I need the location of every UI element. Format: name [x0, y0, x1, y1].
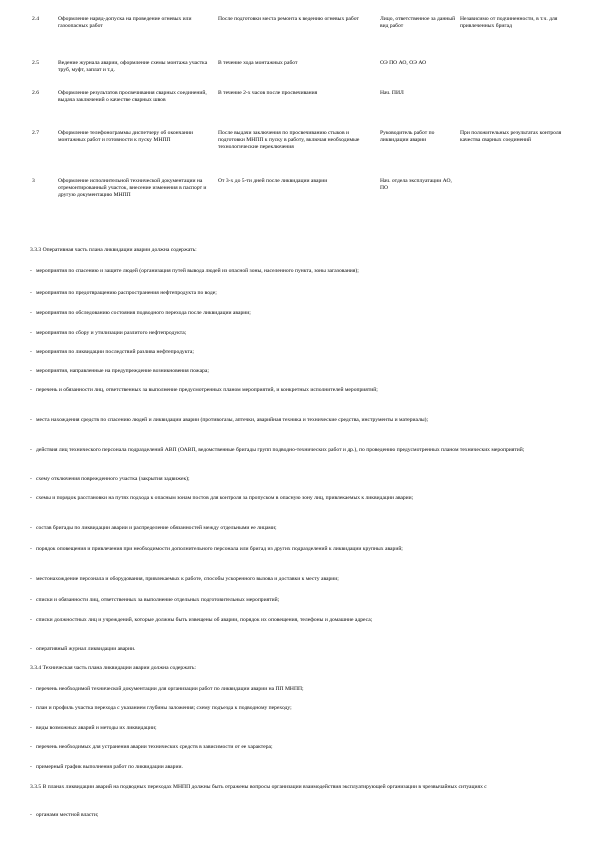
list-item-text: мероприятия по спасению и защите людей (организация путей вывода людей из опасной зоны, населенного пункта, зоны загазования);: [36, 268, 359, 274]
table-row: [30, 130, 578, 178]
row-number: 2.6: [32, 90, 39, 96]
list-item: - перечень необходимой технической документации для организации работ по ликвидации аварии на ПП МНПП;: [30, 686, 304, 692]
list-item: - органами местной власти;: [30, 812, 99, 818]
section-heading-3-3-5: 3.3.5 В планах ликвидации аварий на подводных переходах МНПП должны быть отражены вопросы организации взаимодействия эксплуатирующей организации в чрезвычайных ситуациях с: [30, 784, 487, 790]
list-item-text: план и профиль участка перехода с указанием глубины заложения; схему подъезда к подводному переходу;: [36, 705, 292, 711]
list-item-text: списки должностных лиц и учреждений, которые должны быть извещены об аварии, порядок их оповещения, телефоны и домашние адреса;: [36, 617, 373, 623]
list-item: - примерный график выполнения работ по ликвидации аварии.: [30, 764, 183, 770]
list-item: - местонахождение персонала и оборудования, привлекаемых к работе, способы ускоренного вызова и доставки к месту аварии;: [30, 576, 339, 582]
row-note: При положительных результатах контроля качества сварных соединений: [460, 130, 562, 143]
section-heading-3-3-4: 3.3.4 Техническая часть плана ликвидации аварии должна содержать:: [30, 665, 196, 671]
list-item: - схемы и порядок расстановки на путях подхода к опасным зонам постов для контроля за пропуском в опасную зону лиц, привлекаемых к ликвидации аварии;: [30, 495, 414, 501]
list-item: - мероприятия по спасению и защите людей (организация путей вывода людей из опасной зоны, населенного пункта, зоны загазования);: [30, 268, 359, 274]
work-steps-table: [30, 16, 578, 228]
list-item-text: мероприятия по ликвидации последствий разлива нефтепродукта;: [36, 349, 194, 355]
list-item-text: схемы и порядок расстановки на путях подхода к опасным зонам постов для контроля за пропуском в опасную зону лиц, привлекаемых к ликвидации аварии;: [36, 495, 414, 501]
list-item-text: состав бригады по ликвидации аварии и распределение обязанностей между отдельными ее лицами;: [36, 525, 277, 531]
table-row: [30, 90, 578, 130]
list-item: - мероприятия, направленные на предупреждение возникновения пожара;: [30, 368, 209, 374]
list-item: - оперативный журнал ликвидации аварии.: [30, 646, 136, 652]
list-item: - мероприятия по предотвращению распространения нефтепродукта по воде;: [30, 290, 217, 296]
list-item: - мероприятия по обследованию состояния подводного перехода после ликвидации аварии;: [30, 310, 251, 316]
row-time: После подготовки места ремонта к ведению огневых работ: [218, 16, 359, 22]
list-item: - состав бригады по ликвидации аварии и распределение обязанностей между отдельными ее лицами;: [30, 525, 277, 531]
section-heading-3-3-3: 3.3.3 Оперативная часть плана ликвидации аварии должна содержать:: [30, 247, 197, 253]
list-item: - перечень и обязанности лиц, ответственных за выполнение предусмотренных планом мероприятий, и конкретных исполнителей мероприятий;: [30, 387, 378, 393]
list-item-text: места нахождения средств по спасению людей и ликвидации аварии (противогазы, аптечки, аварийная техника и технические средства, инструменты и материалы);: [36, 417, 429, 423]
row-time: В течение 2-х часов после просвечивания: [218, 90, 318, 96]
list-item-text: мероприятия по предотвращению распространения нефтепродукта по воде;: [36, 290, 217, 296]
table-row: [30, 60, 578, 90]
list-item-text: органами местной власти;: [36, 812, 99, 818]
list-item: - места нахождения средств по спасению людей и ликвидации аварии (противогазы, аптечки, аварийная техника и технические средства, инструменты и материалы);: [30, 417, 429, 423]
row-time: В течение хода монтажных работ: [218, 60, 298, 66]
list-item-text: местонахождение персонала и оборудования, привлекаемых к работе, способы ускоренного вызова и доставки к месту аварии;: [36, 576, 339, 582]
list-item-text: порядок оповещения и привлечения при необходимости дополнительного персонала или бригад из других подразделений к ликвидации крупных аварий;: [36, 546, 403, 552]
list-item-text: оперативный журнал ликвидации аварии.: [36, 646, 136, 652]
row-responsible: Нач. отдела эксплуатации АО, ПО: [380, 178, 452, 191]
list-item-text: перечень и обязанности лиц, ответственных за выполнение предусмотренных планом мероприятий, и конкретных исполнителей мероприятий;: [36, 387, 378, 393]
row-time: После выдачи заключения по просвечиванию стыков и подготовки МНПП к пуску в работу, включая необходимые технологические переключения: [218, 130, 360, 150]
list-item: - действия лиц технического персонала подразделений АВП (ОАВП, ведомственные бригады групп подводно-технических работ и др.), по проведению предусмотренных планом технических мероприятий;: [30, 447, 525, 453]
row-action: Оформление наряд-допуска на проведение огневых или газоопасных работ: [58, 16, 192, 29]
list-item: - порядок оповещения и привлечения при необходимости дополнительного персонала или бригад из других подразделений к ликвидации крупных аварий;: [30, 546, 403, 552]
list-item: - перечень необходимых для устранения аварии технических средств в зависимости от ее характера;: [30, 744, 273, 750]
row-note: [458, 60, 578, 90]
list-item: - план и профиль участка перехода с указанием глубины заложения; схему подъезда к подводному переходу;: [30, 705, 292, 711]
row-action: Оформление телефонограммы диспетчеру об окончании монтажных работ и готовности к пуску МНПП: [58, 130, 193, 143]
row-action: Оформление исполнительной технической документации на отремонтированный участок, внесение изменения в паспорт и другую документацию МНПП: [58, 178, 207, 198]
list-item: - виды возможных аварий и методы их ликвидации;: [30, 725, 157, 731]
list-item-text: мероприятия по обследованию состояния подводного перехода после ликвидации аварии;: [36, 310, 251, 316]
row-number: 3: [32, 178, 35, 184]
table-row: [30, 178, 578, 228]
row-note: [458, 178, 578, 228]
row-note: Независимо от подчиненности, в т.ч. для привлеченных бригад: [460, 16, 558, 29]
row-action: Ведение журнала аварии, оформление схемы монтажа участка труб, муфт, заплат и т.д.: [58, 60, 208, 73]
list-item: - списки и обязанности лиц, ответственных за выполнение отдельных подготовительных мероприятий;: [30, 597, 280, 603]
list-item-text: примерный график выполнения работ по ликвидации аварии.: [36, 764, 183, 770]
list-item: - мероприятия по сбору и утилизации разлитого нефтепродукта;: [30, 330, 187, 336]
table-row: [30, 16, 578, 60]
row-responsible: Нач. ПИЛ: [380, 90, 404, 96]
row-number: 2.5: [32, 60, 39, 66]
list-item-text: перечень необходимых для устранения аварии технических средств в зависимости от ее характера;: [36, 744, 273, 750]
row-action: Оформление результатов просвечивания сварных соединений, выдача заключений о качестве сварных швов: [58, 90, 207, 103]
list-item-text: мероприятия по сбору и утилизации разлитого нефтепродукта;: [36, 330, 187, 336]
row-number: 2.4: [32, 16, 39, 22]
list-item: - мероприятия по ликвидации последствий разлива нефтепродукта;: [30, 349, 194, 355]
row-number: 2.7: [32, 130, 39, 136]
list-item: - схему отключения поврежденного участка (закрытия задвижек);: [30, 476, 190, 482]
row-responsible: Руководитель работ по ликвидации аварии: [380, 130, 435, 143]
list-item-text: действия лиц технического персонала подразделений АВП (ОАВП, ведомственные бригады групп подводно-технических работ и др.), по проведению предусмотренных планом технических мероприятий;: [36, 447, 525, 453]
list-item-text: списки и обязанности лиц, ответственных за выполнение отдельных подготовительных мероприятий;: [36, 597, 280, 603]
list-item-text: перечень необходимой технической документации для организации работ по ликвидации аварии на ПП МНПП;: [36, 686, 304, 692]
list-item-text: мероприятия, направленные на предупреждение возникновения пожара;: [36, 368, 209, 374]
row-responsible: Лицо, ответственное за данный вид работ: [380, 16, 456, 29]
list-item-text: виды возможных аварий и методы их ликвидации;: [36, 725, 157, 731]
row-time: От 3-х до 5-ти дней после ликвидации аварии: [218, 178, 328, 184]
row-responsible: ОЭ ПО АО, ОЭ АО: [380, 60, 427, 66]
list-item-text: схему отключения поврежденного участка (закрытия задвижек);: [36, 476, 190, 482]
list-item: - списки должностных лиц и учреждений, которые должны быть извещены об аварии, порядок их оповещения, телефоны и домашние адреса;: [30, 617, 373, 623]
row-note: [458, 90, 578, 130]
